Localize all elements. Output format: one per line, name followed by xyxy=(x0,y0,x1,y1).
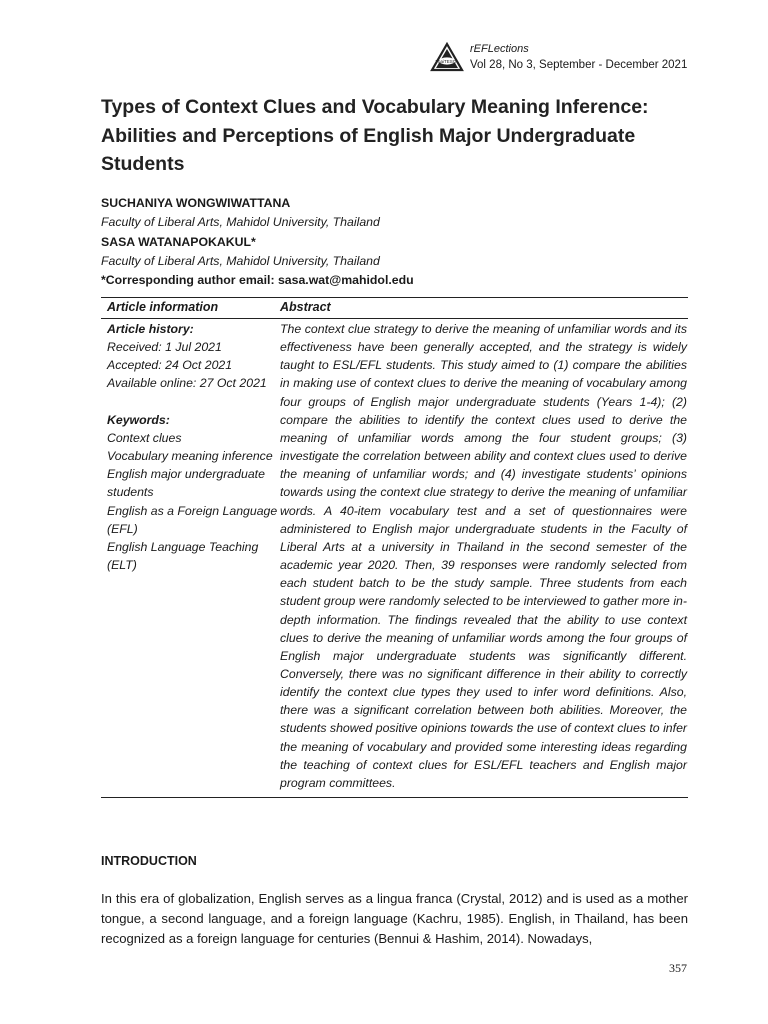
keyword-item: English major undergraduate students xyxy=(107,467,265,500)
keywords-heading: Keywords: xyxy=(107,412,170,427)
table-bottom-rule xyxy=(101,797,688,798)
article-info-header: Article information xyxy=(107,300,219,314)
journal-header xyxy=(430,40,700,74)
author-name: SASA WATANAPOKAKUL* xyxy=(101,234,256,249)
journal-name: rEFLections xyxy=(470,43,529,55)
abstract-header: Abstract xyxy=(280,300,331,314)
page-number: 357 xyxy=(669,961,687,975)
abstract-text: The context clue strategy to derive the meaning of unfamiliar words and its effectiveness have been generally accepted, and the strategy is widely taught to ESL/EFL students. This study aimed to (1) compare the abilities in making use of context clues to derive the meaning of vocabulary among four groups of English major undergraduate students (Years 1-4); (2) compare the abilities to identify the context clues used to derive the meaning of unfamiliar words among the four student groups; (3) investigate the correlation between ability and context clues used to derive the meaning of unfamiliar words; and (4) investigate students’ opinions towards using the context clue strategy to derive the meaning of unfamiliar words. A 40-item vocabulary test and a set of questionnaires were administered to English major undergraduate students in the Faculty of Liberal Arts at a university in Thailand in the second semester of the academic year 2020. Then, 39 responses were randomly selected from each student batch to be the study sample. Three students from each student group were randomly selected to be interviewed to gather more in-depth information. The findings revealed that the ability to use context clues to derive the meaning of unfamiliar words among the four groups of English major undergraduate students was significantly different. Conversely, there was no significant difference in their ability to correctly identify the context clue types they used to infer word definitions. Also, there was a significant correlation between both abilities. Moreover, the students showed positive opinions towards the use of context clues to infer the meaning of vocabulary and provided some interesting ideas regarding the teaching of context clues for ESL/EFL teachers and English major program committees. xyxy=(280,322,687,790)
history-heading: Article history: xyxy=(107,322,194,336)
introduction-heading: INTRODUCTION xyxy=(101,854,197,868)
author-name: SUCHANIYA WONGWIWATTANA xyxy=(101,196,291,210)
article-info-column xyxy=(107,320,279,574)
author-block xyxy=(101,194,691,290)
author-affiliation: Faculty of Liberal Arts, Mahidol University, Thailand xyxy=(101,253,380,268)
introduction-text: In this era of globalization, English serves as a lingua franca (Crystal, 2012) and is used as a mother tongue, a second language, and a foreign language (Kachru, 1985). English, in Thailand, has been recognized as a foreign language for centuries (Bennui & Hashim, 2014). Nowadays, xyxy=(101,891,688,946)
available-date: Available online: 27 Oct 2021 xyxy=(107,376,267,391)
keyword-item: English as a Foreign Language (EFL) xyxy=(107,503,278,536)
logo-text: ThaiTESOL xyxy=(435,59,459,64)
journal-logo-icon xyxy=(430,42,464,72)
keyword-item: Context clues xyxy=(107,430,182,445)
accepted-date: Accepted: 24 Oct 2021 xyxy=(107,358,233,373)
corresponding-author: *Corresponding author email: sasa.wat@mahidol.edu xyxy=(101,273,414,288)
author-affiliation: Faculty of Liberal Arts, Mahidol University, Thailand xyxy=(101,215,380,230)
table-header-rule xyxy=(101,318,688,319)
keyword-item: Vocabulary meaning inference xyxy=(107,449,273,464)
journal-issue: Vol 28, No 3, September - December 2021 xyxy=(470,59,688,71)
keyword-item: English Language Teaching (ELT) xyxy=(107,539,259,573)
received-date: Received: 1 Jul 2021 xyxy=(107,340,222,355)
article-title: Types of Context Clues and Vocabulary Meaning Inference: Abilities and Perceptions of English Major Undergraduate Students xyxy=(101,96,649,175)
